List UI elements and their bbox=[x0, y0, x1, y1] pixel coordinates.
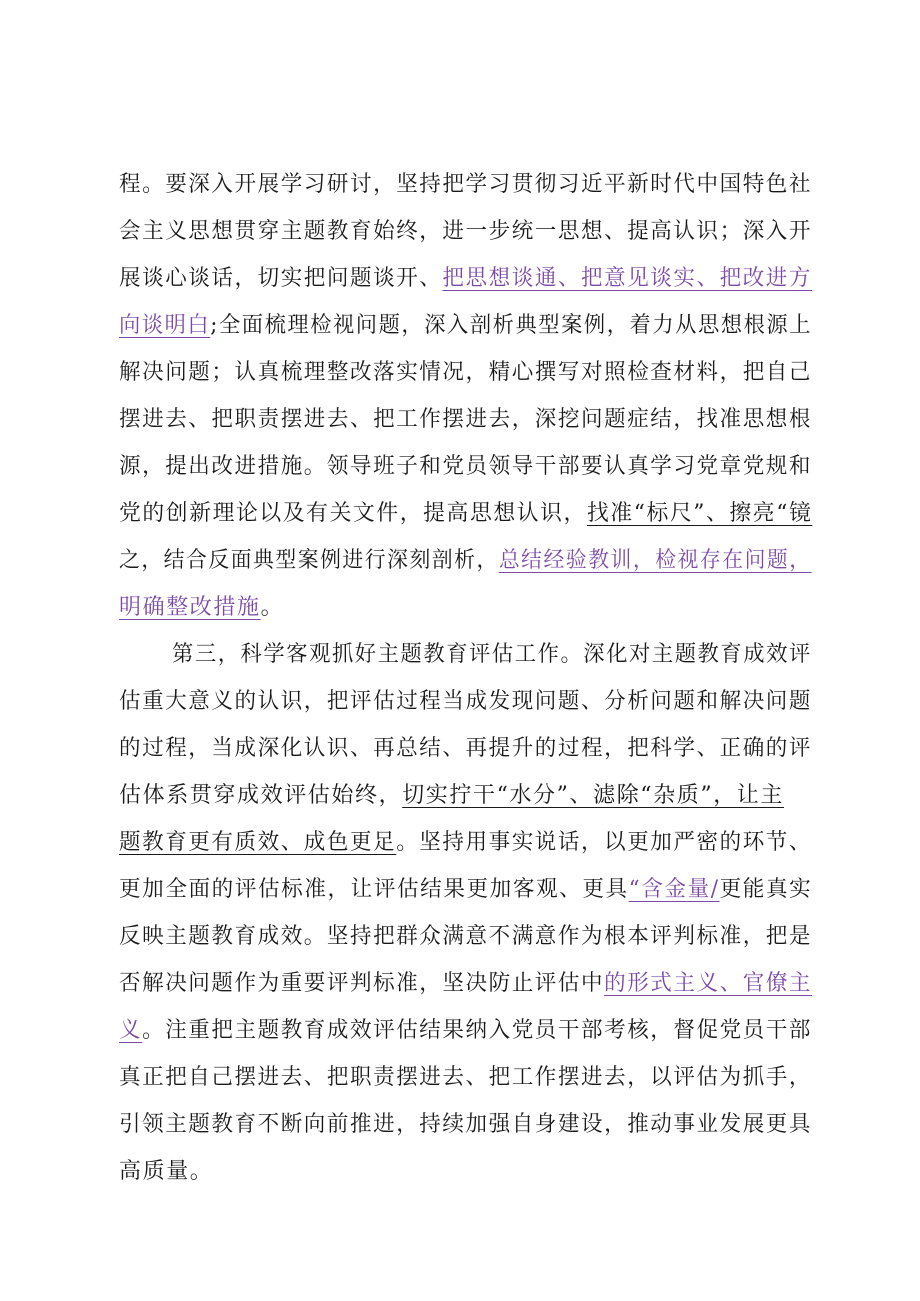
text-span: 估体系贯穿成效评估始终， bbox=[119, 783, 403, 808]
text-line bbox=[119, 687, 812, 717]
underlined-text: 总结经验教训，检视存在问题， bbox=[498, 548, 812, 573]
text-line bbox=[119, 1063, 812, 1093]
underlined-text: 明确整改措施 bbox=[119, 595, 261, 620]
text-span: 。坚持用事实说话，以更加严密的环节、 bbox=[396, 830, 813, 855]
text-line bbox=[119, 311, 812, 341]
text-span: 源，提出改进措施。领导班子和党员领导干部要认真学习党章党规和 bbox=[119, 454, 813, 479]
text-span: 反映主题教育成效。坚持把群众满意不满意作为根本评判标准，把是 bbox=[119, 924, 813, 949]
underlined-text: 把思想谈通、把意见谈实、把改进方 bbox=[442, 266, 813, 291]
text-line bbox=[119, 499, 812, 529]
text-span: 否解决问题作为重要评判标准，坚决防止评估中 bbox=[119, 971, 605, 996]
text-span: 。注重把主题教育成效评估结果纳入党员干部考核，督促党员干部 bbox=[142, 1018, 813, 1043]
text-line bbox=[119, 264, 812, 294]
underlined-text: 题教育更有质效、成色更足 bbox=[119, 830, 397, 855]
underlined-text: 的形式主义、官僚主 bbox=[604, 971, 813, 996]
text-line bbox=[119, 1110, 812, 1140]
text-line bbox=[119, 734, 812, 764]
underlined-text: 切实拧干“水分”、滤除“杂质”，让主 bbox=[402, 783, 784, 808]
text-span: ;全面梳理检视问题，深入剖析典型案例，着力从思想根源上 bbox=[210, 313, 813, 338]
paragraph-start-line bbox=[172, 640, 812, 670]
text-span: 引领主题教育不断向前推进，持续加强自身建设，推动事业发展更具 bbox=[119, 1112, 813, 1137]
text-line bbox=[119, 1016, 812, 1046]
text-line bbox=[119, 217, 812, 247]
underlined-text: “含金量/ bbox=[628, 877, 720, 902]
text-span: 摆进去、把职责摆进去、把工作摆进去，深挖问题症结，找准思想根 bbox=[119, 407, 813, 432]
text-span: 估重大意义的认识，把评估过程当成发现问题、分析问题和解决问题 bbox=[119, 689, 813, 714]
text-line bbox=[119, 405, 812, 435]
text-line bbox=[119, 358, 812, 388]
text-span: 党的创新理论以及有关文件，提高思想认识， bbox=[119, 501, 587, 526]
text-line bbox=[119, 969, 812, 999]
text-span: 解决问题；认真梳理整改落实情况，精心撰写对照检查材料，把自己 bbox=[119, 360, 813, 385]
underlined-text: 义 bbox=[119, 1018, 143, 1043]
text-span: 的过程，当成深化认识、再总结、再提升的过程，把科学、正确的评 bbox=[119, 736, 813, 761]
text-span: 更能真实 bbox=[719, 877, 813, 902]
text-span: 真正把自己摆进去、把职责摆进去、把工作摆进去，以评估为抓手， bbox=[119, 1065, 813, 1090]
text-line bbox=[119, 1157, 213, 1187]
text-line bbox=[119, 593, 284, 623]
text-line bbox=[119, 875, 812, 905]
text-span: 展谈心谈话，切实把问题谈开、 bbox=[119, 266, 443, 291]
text-span: 高质量。 bbox=[119, 1159, 214, 1184]
text-line bbox=[119, 828, 812, 858]
text-line bbox=[119, 922, 812, 952]
underlined-text: 找准“标尺”、擦亮“镜 bbox=[586, 501, 813, 526]
text-span: 更加全面的评估标准，让评估结果更加客观、更具 bbox=[119, 877, 629, 902]
text-line bbox=[119, 781, 784, 811]
text-span: 会主义思想贯穿主题教育始终，进一步统一思想、提高认识；深入开 bbox=[119, 219, 813, 244]
underlined-text: 向谈明白 bbox=[119, 313, 211, 338]
text-line bbox=[119, 170, 812, 200]
text-span: 之，结合反面典型案例进行深刻剖析， bbox=[119, 548, 499, 573]
text-line bbox=[119, 452, 812, 482]
text-span: 程。要深入开展学习研讨，坚持把学习贯彻习近平新时代中国特色社 bbox=[119, 172, 813, 197]
text-span: 。 bbox=[260, 595, 285, 620]
text-line bbox=[119, 546, 812, 576]
text-span: 第三，科学客观抓好主题教育评估工作。深化对主题教育成效评 bbox=[172, 642, 812, 667]
